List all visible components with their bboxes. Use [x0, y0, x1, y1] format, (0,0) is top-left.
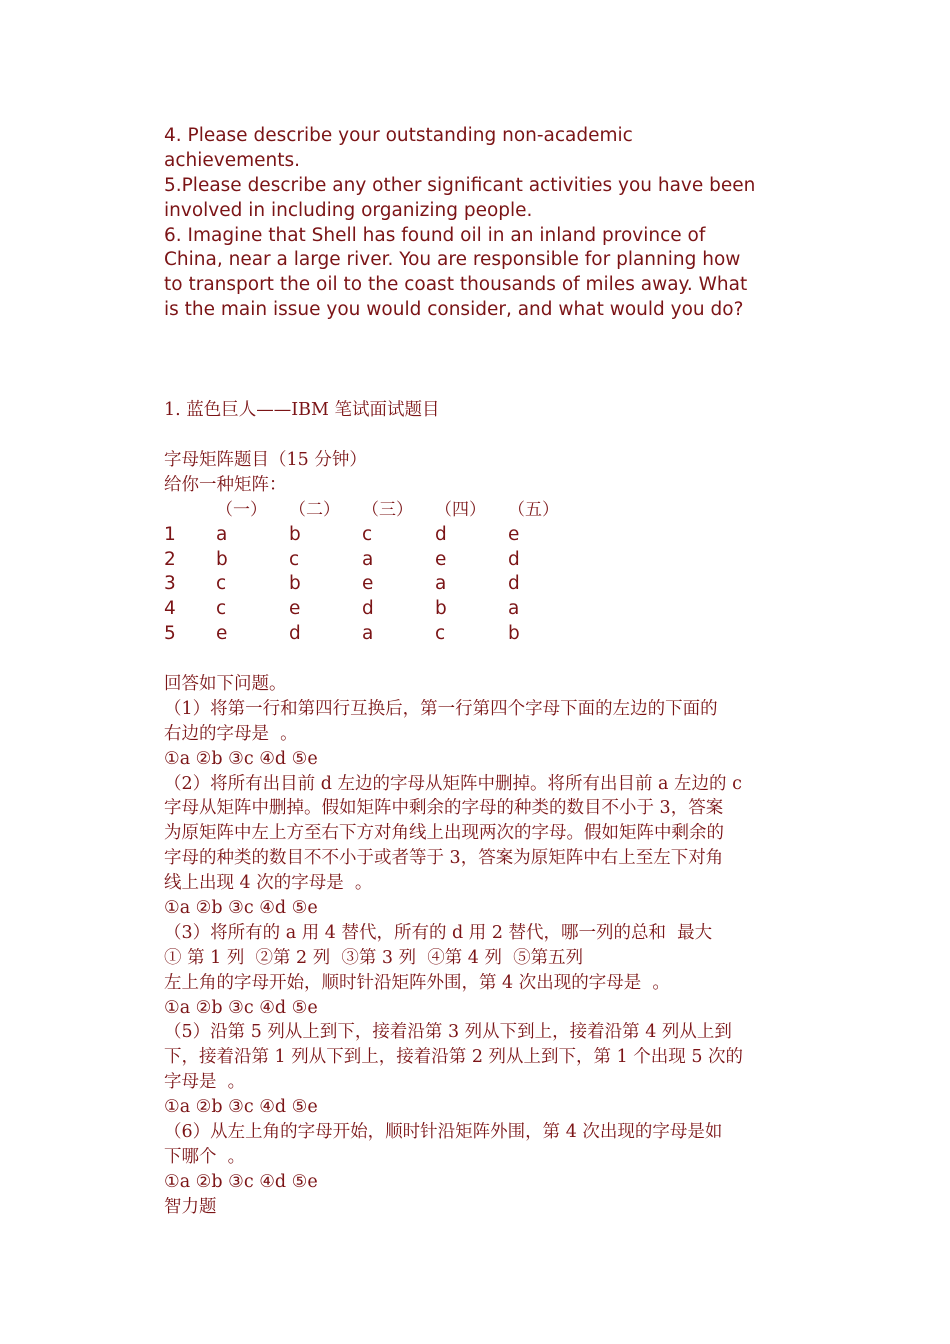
- text-line: 回答如下问题。: [164, 674, 287, 695]
- matrix-cell: b: [508, 623, 520, 645]
- matrix-cell: d: [435, 523, 447, 545]
- matrix-cell: c: [216, 598, 227, 620]
- matrix-row: [164, 572, 581, 597]
- letter-matrix: [164, 498, 581, 647]
- text-line: China, near a large river. You are responsible for planning how: [164, 249, 741, 271]
- matrix-cell: e: [508, 523, 520, 545]
- matrix-row-number: 3: [164, 573, 176, 595]
- matrix-row: [164, 597, 581, 622]
- text-line: 线上出现 4 次的字母是 。: [164, 873, 373, 894]
- matrix-header-cell: （四）: [435, 499, 486, 520]
- text-line: 右边的字母是 。: [164, 723, 298, 744]
- answer-options: ①a ②b ③c ④d ⑤e: [164, 1097, 318, 1118]
- matrix-cell: b: [216, 548, 228, 570]
- matrix-cell: a: [216, 523, 228, 545]
- matrix-cell: b: [289, 523, 301, 545]
- matrix-cell: c: [362, 523, 373, 545]
- text-line: achievements.: [164, 149, 300, 171]
- matrix-row: [164, 548, 581, 573]
- matrix-cell: e: [289, 598, 301, 620]
- english-questions: [164, 124, 784, 323]
- answer-options: ① 第 1 列 ②第 2 列 ③第 3 列 ④第 4 列 ⑤第五列: [164, 947, 584, 968]
- text-line: （5）沿第 5 列从上到下，接着沿第 3 列从下到上，接着沿第 4 列从上到: [164, 1022, 732, 1043]
- matrix-cell: a: [362, 623, 374, 645]
- matrix-header-cell: （三）: [362, 499, 413, 520]
- matrix-header-row: [164, 498, 581, 523]
- matrix-cell: c: [216, 573, 227, 595]
- text-line: 下哪个 。: [164, 1146, 246, 1167]
- matrix-header-cell: （五）: [508, 499, 559, 520]
- matrix-header-cell: （二）: [289, 499, 340, 520]
- text-line: 为原矩阵中左上方至右下方对角线上出现两次的字母。假如矩阵中剩余的: [164, 823, 724, 844]
- text-line: （1）将第一行和第四行互换后，第一行第四个字母下面的左边的下面的: [164, 698, 718, 719]
- text-line: 字母从矩阵中删掉。假如矩阵中剩余的字母的种类的数目不小于 3，答案: [164, 798, 724, 819]
- matrix-cell: e: [362, 573, 374, 595]
- matrix-row: [164, 523, 581, 548]
- matrix-cell: a: [508, 598, 520, 620]
- matrix-cell: a: [362, 548, 374, 570]
- text-line: is the main issue you would consider, and what would you do?: [164, 299, 744, 321]
- text-line: 字母是 。: [164, 1072, 246, 1093]
- matrix-cell: e: [216, 623, 228, 645]
- matrix-cell: d: [508, 573, 520, 595]
- text-line: （3）将所有的 a 用 4 替代，所有的 d 用 2 替代，哪一列的总和 最大: [164, 922, 713, 943]
- matrix-cell: d: [508, 548, 520, 570]
- answer-options: ①a ②b ③c ④d ⑤e: [164, 1171, 318, 1192]
- answer-options: ①a ②b ③c ④d ⑤e: [164, 997, 318, 1018]
- text-line: 5.Please describe any other significant activities you have been: [164, 174, 756, 196]
- answer-options: ①a ②b ③c ④d ⑤e: [164, 748, 318, 769]
- text-line: 4. Please describe your outstanding non-academic: [164, 125, 633, 146]
- text-line: 下，接着沿第 1 列从下到上，接着沿第 2 列从上到下，第 1 个出现 5 次的: [164, 1047, 744, 1068]
- matrix-cell: b: [289, 573, 301, 595]
- matrix-title: 字母矩阵题目（15 分钟）: [164, 449, 367, 470]
- matrix-questions: [164, 672, 784, 1220]
- matrix-cell: d: [362, 598, 374, 620]
- section-title: 1. 蓝色巨人——IBM 笔试面试题目: [164, 400, 440, 421]
- matrix-row-number: 1: [164, 523, 176, 545]
- matrix-cell: c: [289, 548, 300, 570]
- text-line: to transport the oil to the coast thousands of miles away. What: [164, 274, 748, 296]
- matrix-row: [164, 622, 581, 647]
- text-line: 6. Imagine that Shell has found oil in an inland province of: [164, 224, 706, 246]
- answer-options: ①a ②b ③c ④d ⑤e: [164, 898, 318, 919]
- matrix-cell: c: [435, 623, 446, 645]
- text-line: （6）从左上角的字母开始，顺时针沿矩阵外围，第 4 次出现的字母是如: [164, 1122, 723, 1143]
- matrix-cell: b: [435, 598, 447, 620]
- matrix-row-number: 2: [164, 548, 176, 570]
- matrix-header-cell: （一）: [216, 499, 267, 520]
- matrix-header-cell: [164, 498, 216, 523]
- document-page: [164, 124, 784, 1220]
- matrix-cell: e: [435, 548, 447, 570]
- matrix-row-number: 4: [164, 598, 176, 620]
- section-heading: 智力题: [164, 1196, 217, 1217]
- text-line: 左上角的字母开始，顺时针沿矩阵外围，第 4 次出现的字母是 。: [164, 972, 670, 993]
- matrix-intro: 给你一种矩阵：: [164, 474, 287, 495]
- text-line: 字母的种类的数目不不小于或者等于 3，答案为原矩阵中右上至左下对角: [164, 848, 724, 869]
- matrix-cell: a: [435, 573, 447, 595]
- text-line: involved in including organizing people.: [164, 199, 533, 221]
- text-line: （2）将所有出目前 d 左边的字母从矩阵中删掉。将所有出目前 a 左边的 c: [164, 773, 742, 794]
- matrix-row-number: 5: [164, 623, 176, 645]
- matrix-cell: d: [289, 623, 301, 645]
